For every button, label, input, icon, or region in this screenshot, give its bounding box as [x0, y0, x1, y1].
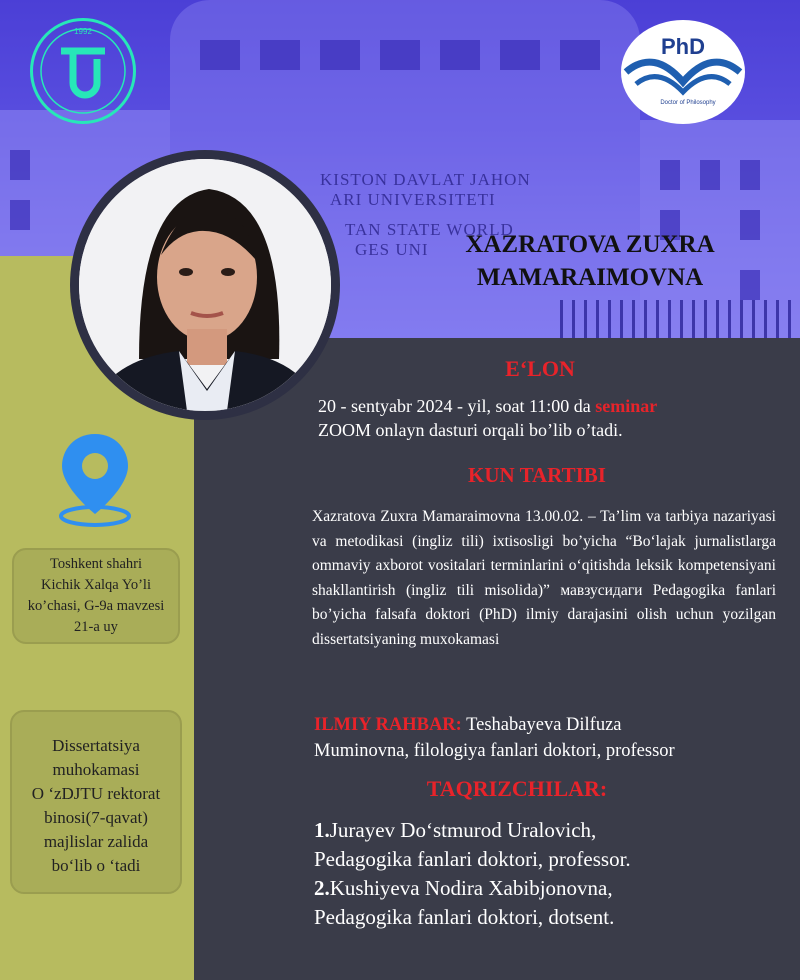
announcement-line1-prefix: 20 - sentyabr 2024 - yil, soat 11:00 da [318, 396, 591, 416]
agenda-title: KUN TARTIBI [468, 463, 606, 487]
supervisor-label: ILMIY RAHBAR: [314, 715, 462, 735]
venue-line2: muhokamasi [52, 760, 140, 779]
announcement-body [318, 394, 778, 442]
venue-line5: majlislar zalida [43, 832, 149, 851]
address-line4: 21-a uy [74, 619, 118, 635]
building-sign-4: GES UNI [355, 240, 429, 259]
address-line1: Toshkent shahri [49, 556, 142, 572]
reviewer-1-name: Jurayev Do‘stmurod Uralovich, [329, 818, 597, 842]
phd-logo-subtitle: Doctor of Philosophy [660, 100, 716, 106]
person-name [425, 228, 755, 294]
location-pin-icon [54, 430, 136, 530]
supervisor-name: Teshabayeva Dilfuza [466, 715, 622, 735]
university-logo-year: 1992 [74, 27, 92, 36]
supervisor-block [314, 712, 784, 764]
venue-line4: binosi(7-qavat) [44, 808, 148, 827]
address-line3: ko’chasi, G-9a mavzesi [27, 598, 165, 614]
reviewer-2-name: Kushiyeva Nodira Xabibjonovna, [329, 876, 613, 900]
address-line2: Kichik Xalqa Yo’li [41, 577, 151, 593]
reviewer-1-number: 1. [314, 818, 330, 842]
reviewer-2-title: Pedagogika fanlari doktori, dotsent. [314, 905, 615, 929]
phd-logo-text: PhD [661, 34, 705, 59]
building-sign-2: ARI UNIVERSITETI [330, 190, 496, 209]
venue-line1: Dissertatsiya [52, 736, 140, 755]
venue-line3: O ‘zDJTU rektorat [31, 784, 161, 803]
fence [560, 300, 800, 338]
person-name-line2: MAMARAIMOVNA [476, 264, 704, 291]
reviewer-1-name-line [314, 816, 784, 845]
venue-box [10, 710, 182, 894]
reviewers-title: TAQRIZCHILAR: [426, 776, 608, 801]
announcement-line1 [318, 394, 778, 418]
university-logo [30, 18, 136, 124]
phd-logo [618, 18, 748, 126]
building-sign-1: KISTON DAVLAT JAHON [320, 170, 531, 189]
person-name-line1: XAZRATOVA ZUXRA [465, 231, 715, 258]
announcement-title: E‘LON [505, 356, 575, 381]
address-box [12, 548, 180, 644]
agenda-body: Xazratova Zuxra Mamaraimovna 13.00.02. – Ta’lim va tarbiya nazariyasi va metodikasi (ingliz tili) ixtisosligi bo’yicha “Bo‘lajak jurnalistlarga ommaviy axborot vositalari terminlarini o‘qitishda leksik kompetensiyani shakllantirish (ingliz tili misolida)” мавзусидаги Pedagogika fanlari bo’yicha falsafa doktori (PhD) ilmiy darajasini olish uchun yozilgan dissertatsiyaning muxokamasi [312, 508, 776, 648]
announcement-highlight: seminar [595, 396, 658, 416]
reviewer-1-title: Pedagogika fanlari doktori, professor. [314, 847, 631, 871]
university-logo-mark [33, 21, 133, 121]
building-sign-3: TAN STATE WORLD [345, 220, 514, 239]
venue-line6: bo‘lib o ‘tadi [51, 856, 141, 875]
reviewers-list [314, 816, 784, 932]
supervisor-credentials: Muminovna, filologiya fanlari doktori, professor [314, 741, 675, 761]
reviewer-2-name-line [314, 874, 784, 903]
reviewer-2-number: 2. [314, 876, 330, 900]
portrait-photo [79, 159, 331, 411]
announcement-line2: ZOOM onlayn dasturi orqali bo’lib o’tadi. [318, 420, 623, 440]
